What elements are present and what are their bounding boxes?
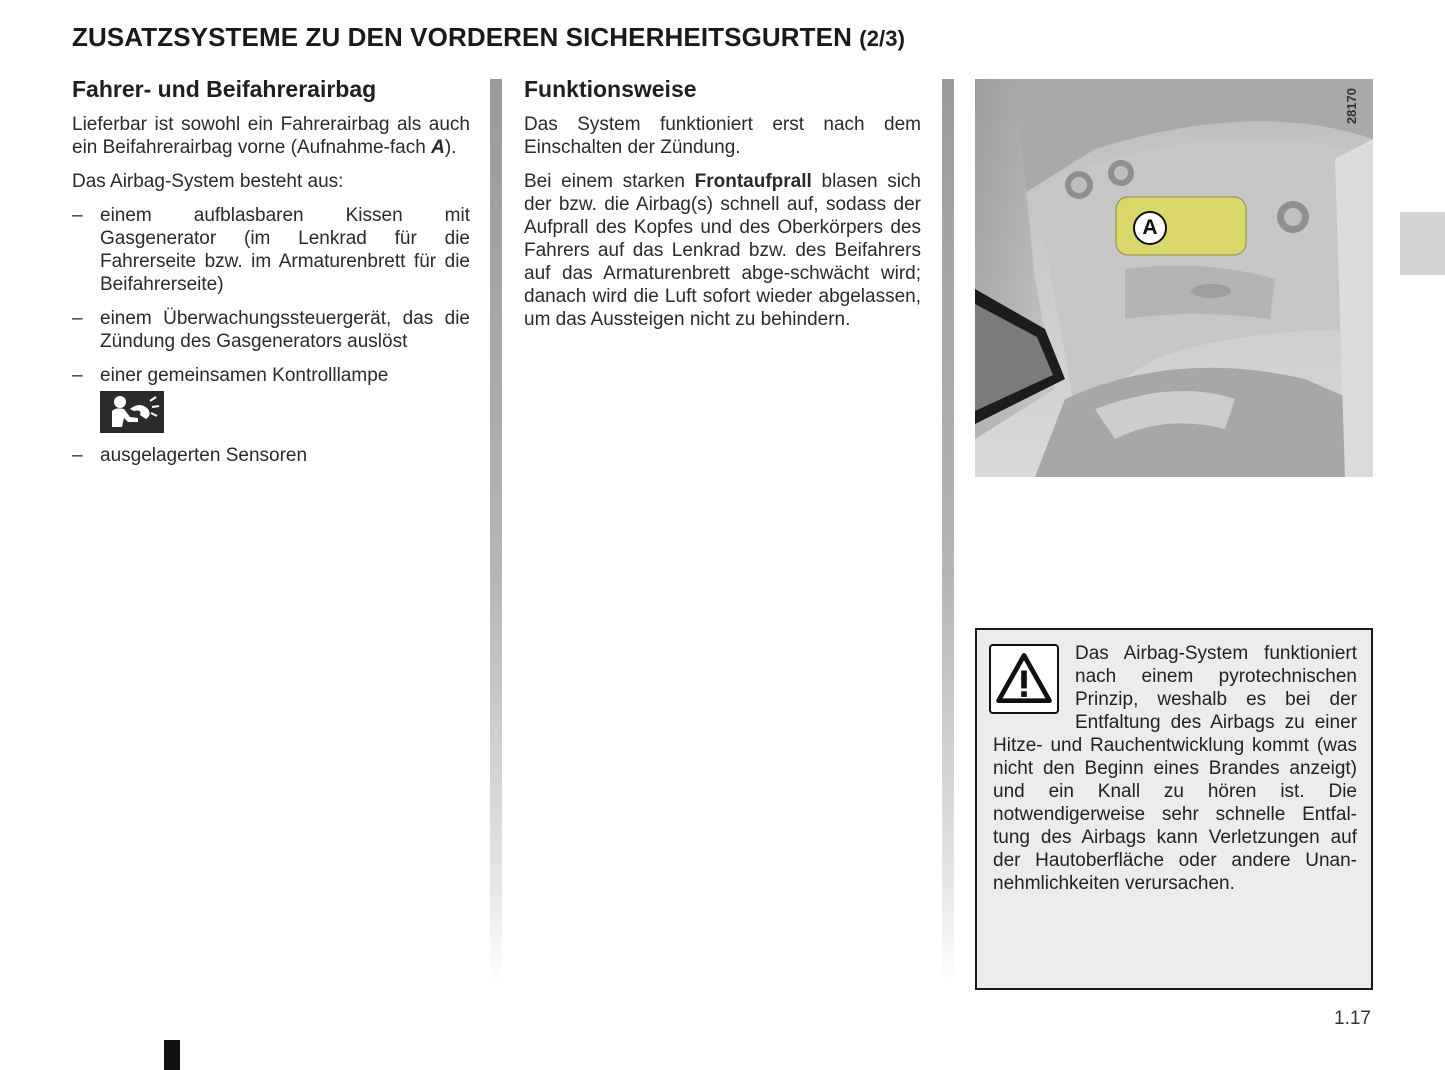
dashboard-illustration xyxy=(975,79,1373,477)
page-title xyxy=(72,22,905,53)
column-airbag-overview xyxy=(72,76,470,478)
section-heading-function: Funktionsweise xyxy=(524,76,697,102)
system-intro: Das Airbag-System besteht aus: xyxy=(72,171,344,192)
list-dash: – xyxy=(72,445,83,466)
page-title-part: (2/3) xyxy=(859,26,906,51)
bold-term: Frontaufprall xyxy=(694,171,812,192)
intro-text-before: Lieferbar ist sowohl ein Fahrerairbag als auch ein Beifahrerairbag vorne (Aufnahme-fach xyxy=(72,114,470,158)
column-function xyxy=(524,76,921,342)
function-paragraph-1: Das System funktioniert erst nach dem Einschalten der Zündung. xyxy=(524,114,921,158)
dashboard-drawing xyxy=(975,79,1373,477)
list-dash: – xyxy=(72,308,83,329)
figure-code: 28170 xyxy=(1344,88,1359,125)
corner-mark xyxy=(164,1040,180,1070)
function-paragraph-2: Bei einem starken Frontaufprall blasen sich der bzw. die Airbag(s) schnell auf, sodass der Aufprall des Kopfes und des Oberkörpers des Fahrers auf das Lenkrad bzw. des Beifahrers auf das Armaturenbrett abge-schwächt wird; danach wird die Luft sofort wieder abgelassen, um das Aussteigen nicht zu behindern. xyxy=(524,171,921,330)
warning-box xyxy=(975,628,1373,990)
list-dash: – xyxy=(72,205,83,226)
page-title-text: ZUSATZSYSTEME ZU DEN VORDEREN SICHERHEITSGURTEN xyxy=(72,22,852,52)
callout-a: A xyxy=(1133,211,1167,245)
warning-triangle-icon xyxy=(989,644,1059,714)
list-item: – einem aufblasbaren Kissen mit Gasgenerator (im Lenkrad für die Fahrerseite bzw. im Armaturenbrett für die Beifahrerseite) xyxy=(72,205,470,295)
list-dash: – xyxy=(72,365,83,386)
list-item: – ausgelagerten Sensoren xyxy=(72,445,308,466)
warning-body xyxy=(993,642,1357,895)
component-list xyxy=(72,204,470,467)
section-heading-airbags: Fahrer- und Beifahrerairbag xyxy=(72,76,377,102)
intro-text-after: ). xyxy=(444,137,457,158)
reference-a: A xyxy=(431,137,445,158)
intro-paragraph xyxy=(72,113,470,159)
airbag-warning-lamp-icon xyxy=(100,391,164,433)
column-divider xyxy=(490,79,502,984)
column-divider xyxy=(942,79,954,984)
list-item: – einem Überwachungssteuergerät, das die Zündung des Gasgenerators auslöst xyxy=(72,308,470,352)
warning-text: Das Airbag-System funktioniert nach einem pyrotechnischen Prinzip, weshalb es bei der Entfaltung des Airbags zu einer Hitze- und Rauchentwicklung kommt (was nicht den Beginn eines Brandes anzeigt) und ein Knall zu hören ist. Die notwendigerweise sehr schnelle Entfal-tung des Airbags kann Verletzungen auf der Hautoberfläche oder andere Unan-nehmlichkeiten verursachen. xyxy=(993,643,1357,894)
section-tab xyxy=(1400,212,1445,275)
page-number: 1.17 xyxy=(1334,1008,1371,1029)
list-item: – einer gemeinsamen Kontrolllampe xyxy=(72,364,470,433)
